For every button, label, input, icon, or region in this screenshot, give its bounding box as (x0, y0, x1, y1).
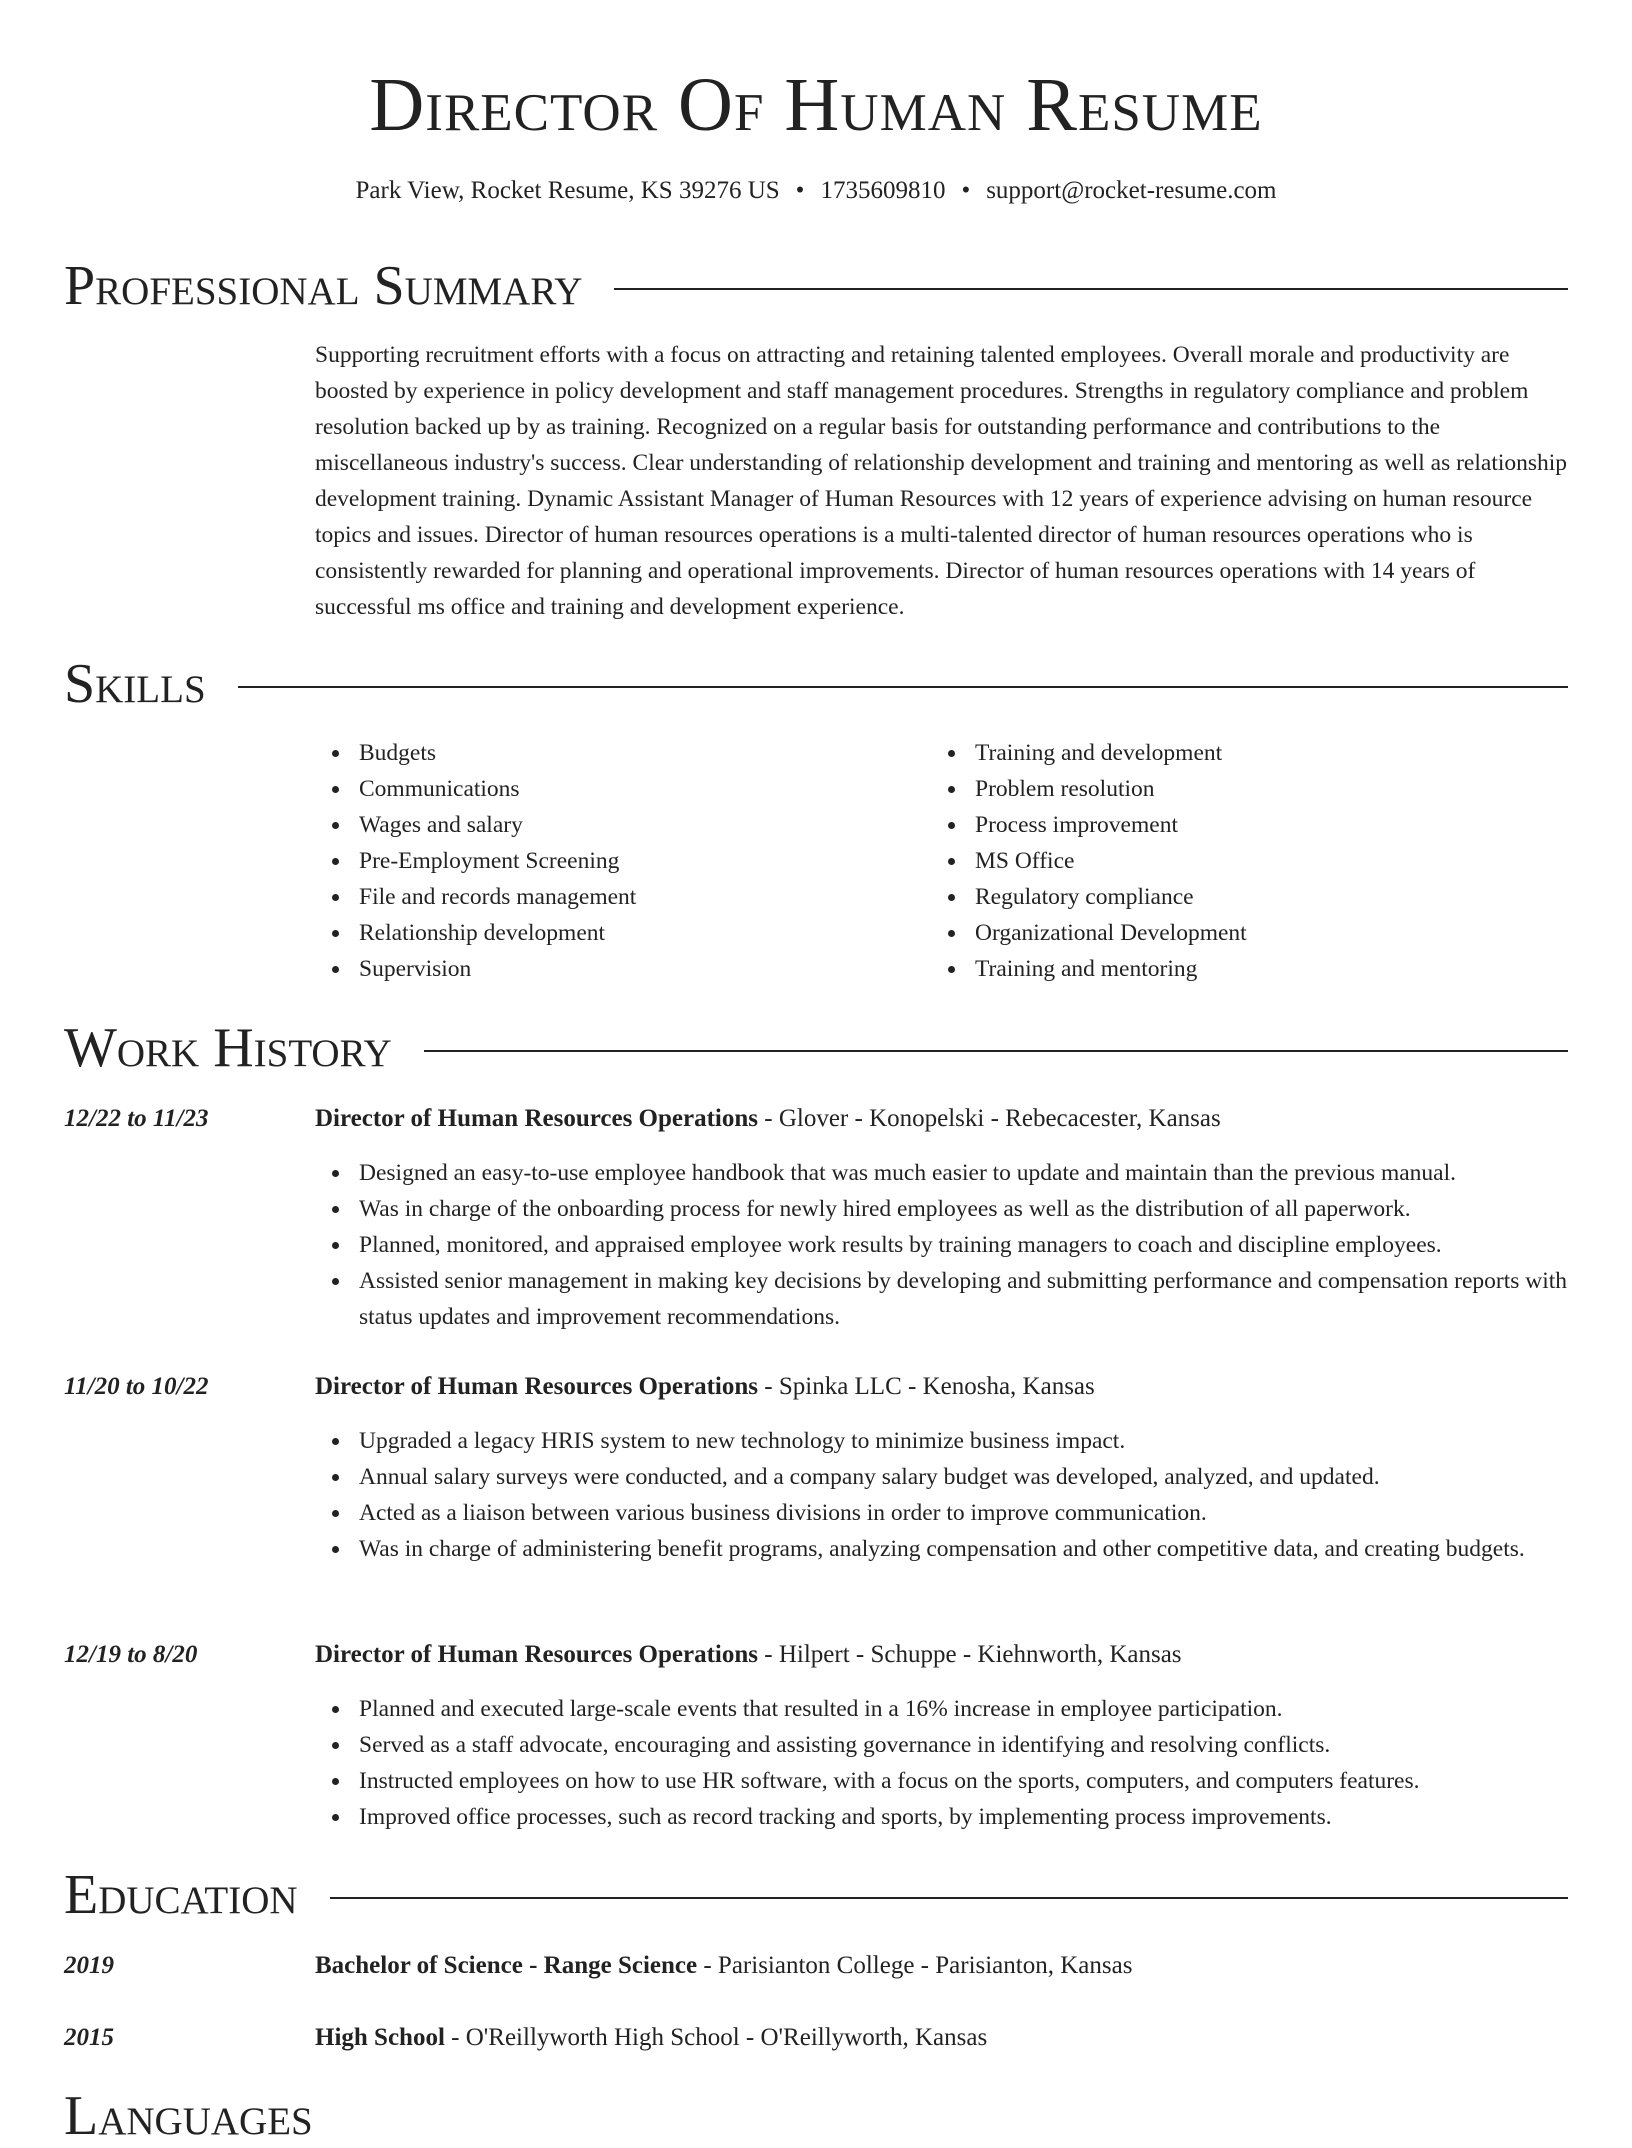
duty-item: Assisted senior management in making key decisions by developing and submitting performance and compensation reports with status updates and improvement recommendations. (315, 1263, 1568, 1335)
education-school: - O'Reillyworth High School - O'Reillyworth, Kansas (444, 2024, 988, 2051)
skill-item: File and records management (315, 879, 636, 915)
job-title: Director of Human Resources Operations (315, 1641, 759, 1668)
duty-item: Was in charge of administering benefit programs, analyzing compensation and other competitive data, and creating budgets. (315, 1531, 1568, 1567)
skill-item: Budgets (315, 735, 636, 771)
job-employer: - Spinka LLC - Kenosha, Kansas (758, 1373, 1095, 1400)
job-employer: - Glover - Konopelski - Rebecacester, Kansas (758, 1105, 1221, 1132)
job-duties (315, 1423, 1568, 1567)
education-section-header (64, 1863, 1568, 1927)
skill-item: Process improvement (931, 807, 1247, 843)
education-degree: Bachelor of Science - Range Science (315, 1952, 698, 1979)
education-school: - Parisianton College - Parisianton, Kansas (697, 1952, 1133, 1979)
education-degree: High School (315, 2024, 445, 2051)
job-dates: 12/19 to 8/20 (64, 1641, 198, 1668)
section-divider (614, 288, 1568, 290)
skill-item: MS Office (931, 843, 1247, 879)
job-duties (315, 1691, 1568, 1835)
contact-address: Park View, Rocket Resume, KS 39276 US (355, 177, 780, 204)
resume-page (64, 0, 1568, 2147)
job-duties (315, 1155, 1568, 1335)
education-heading: Education (64, 1864, 298, 1926)
education-heading-line (315, 2020, 1568, 2056)
duty-item: Served as a staff advocate, encouraging and assisting governance in identifying and resolving conflicts. (315, 1727, 1568, 1763)
skills-list-right (931, 735, 1247, 987)
job-heading (315, 1101, 1568, 1137)
contact-line (64, 172, 1568, 210)
languages-heading: Languages (64, 2085, 313, 2147)
skill-item: Training and development (931, 735, 1247, 771)
duty-item: Improved office processes, such as record tracking and sports, by implementing process improvements. (315, 1799, 1568, 1835)
skill-item: Pre-Employment Screening (315, 843, 636, 879)
duty-item: Planned and executed large-scale events that resulted in a 16% increase in employee participation. (315, 1691, 1568, 1727)
summary-text: Supporting recruitment efforts with a focus on attracting and retaining talented employees. Overall morale and productivity are boosted by experience in policy development and staff management procedures. Strengths in regulatory compliance and problem resolution backed up by as training. Recognized on a regular basis for outstanding performance and contributions to the miscellaneous industry's success. Clear understanding of relationship development and training and mentoring as well as relationship development training. Dynamic Assistant Manager of Human Resources with 12 years of experience advising on human resource topics and issues. Director of human resources operations is a multi-talented director of human resources operations who is consistently rewarded for planning and operational improvements. Director of human resources operations with 14 years of successful ms office and training and development experience. (315, 342, 1568, 620)
languages-section-header (64, 2084, 1568, 2148)
skill-item: Supervision (315, 951, 636, 987)
skill-item: Relationship development (315, 915, 636, 951)
job-employer: - Hilpert - Schuppe - Kiehnworth, Kansas (758, 1641, 1182, 1668)
duty-item: Designed an easy-to-use employee handbook that was much easier to update and maintain than the previous manual. (315, 1155, 1568, 1191)
job-dates: 11/20 to 10/22 (64, 1373, 209, 1400)
job-heading (315, 1637, 1568, 1673)
work-section-header (64, 1016, 1568, 1080)
contact-phone: 1735609810 (820, 177, 946, 204)
resume-title: Director Of Human Resume (369, 63, 1263, 147)
section-divider (424, 1050, 1568, 1052)
summary-heading: Professional Summary (64, 255, 583, 317)
contact-separator: • (795, 177, 805, 204)
education-year: 2019 (64, 1952, 114, 1979)
job-title: Director of Human Resources Operations (315, 1373, 759, 1400)
contact-email[interactable]: support@rocket-resume.com (986, 177, 1277, 204)
skills-section-header (64, 652, 1568, 716)
skill-item: Communications (315, 771, 636, 807)
duty-item: Instructed employees on how to use HR software, with a focus on the sports, computers, and computers features. (315, 1763, 1568, 1799)
work-heading: Work History (64, 1017, 392, 1079)
duty-item: Planned, monitored, and appraised employee work results by training managers to coach and discipline employees. (315, 1227, 1568, 1263)
section-divider (330, 1897, 1568, 1899)
education-year: 2015 (64, 2024, 114, 2051)
duty-item: Was in charge of the onboarding process for newly hired employees as well as the distribution of all paperwork. (315, 1191, 1568, 1227)
summary-section-header (64, 254, 1568, 318)
skill-item: Organizational Development (931, 915, 1247, 951)
job-dates: 12/22 to 11/23 (64, 1105, 209, 1132)
skill-item: Regulatory compliance (931, 879, 1247, 915)
duty-item: Acted as a liaison between various business divisions in order to improve communication. (315, 1495, 1568, 1531)
duty-item: Annual salary surveys were conducted, and a company salary budget was developed, analyzed, and updated. (315, 1459, 1568, 1495)
section-divider (238, 686, 1568, 688)
education-heading-line (315, 1948, 1568, 1984)
skills-heading: Skills (64, 653, 206, 715)
job-title: Director of Human Resources Operations (315, 1105, 759, 1132)
skill-item: Wages and salary (315, 807, 636, 843)
job-heading (315, 1369, 1568, 1405)
contact-separator: • (961, 177, 971, 204)
duty-item: Upgraded a legacy HRIS system to new technology to minimize business impact. (315, 1423, 1568, 1459)
skill-item: Training and mentoring (931, 951, 1247, 987)
skills-list-left (315, 735, 636, 987)
skill-item: Problem resolution (931, 771, 1247, 807)
